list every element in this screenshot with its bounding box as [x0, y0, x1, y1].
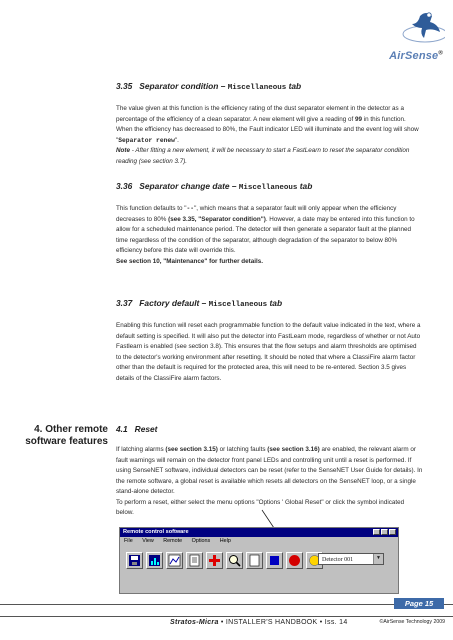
bullet: • — [319, 619, 323, 626]
copyright: ©AirSense Technology 2009 — [379, 619, 445, 625]
note-label: Note — [116, 147, 130, 154]
history-chart-icon — [167, 553, 182, 568]
note-text: - After fitting a new element, it will be necessary to start a FastLearn to reset the separator condition reading (see section 3.7). — [116, 147, 410, 165]
section-reference: (see 3.35, "Separator condition") — [168, 215, 266, 223]
search-button[interactable] — [226, 552, 243, 569]
text: ", which means that a separator fault will only appear when the efficiency decreases to 80% — [116, 205, 397, 223]
menu-options[interactable]: Options — [191, 538, 211, 544]
blank-page-button[interactable] — [246, 552, 263, 569]
toolbar — [126, 550, 323, 570]
section-title: Reset — [134, 424, 158, 434]
text: or latching faults — [217, 446, 268, 453]
section-title: Separator change date – — [139, 181, 237, 191]
tab-name: Miscellaneous — [227, 84, 287, 92]
minimize-icon[interactable] — [373, 529, 380, 535]
close-icon[interactable] — [389, 529, 396, 535]
maximize-icon[interactable] — [381, 529, 388, 535]
bar-graph-button[interactable] — [146, 552, 163, 569]
document-list-icon — [187, 553, 202, 568]
chapter-heading-line: software features — [25, 436, 108, 447]
text: ". — [174, 136, 179, 144]
window-title: Remote control software — [123, 529, 189, 535]
paragraph: Enabling this function will reset each programmable function to the default value indicated in the text, where a default setting is specified. It will also put the detector into FastLearn mode, regardless of whether or not Auto Fastlearn is enabled (see section 3.8). This ensures that the flow setups and alarm thresholds are optimised to the detector's working environment after resetting. It should be noted that where a ClassiFire alarm factor other than the default is required for the protected area, this will need to be re-entered. Section 3.5 gives details of the ClassiFire alarm factors. — [116, 322, 421, 382]
menu-help[interactable]: Help — [219, 538, 231, 544]
menu-remote[interactable]: Remote — [163, 538, 183, 544]
tab-name: Miscellaneous — [238, 184, 298, 192]
chevron-down-icon[interactable]: ▼ — [373, 554, 383, 564]
tab-suffix: tab — [269, 298, 283, 308]
magnifier-icon — [227, 553, 242, 568]
brand-text: AirSense — [389, 50, 439, 62]
maintenance-reference: See section 10, "Maintenance" for further details. — [116, 257, 263, 265]
reg-mark: ® — [438, 50, 443, 57]
menu-view[interactable]: View — [142, 538, 154, 544]
product-name: Stratos-Micra — [170, 619, 219, 626]
paragraph: To perform a reset, either select the menu options "Options ' Global Reset" or click the symbol indicated below. — [116, 498, 405, 516]
remote-software-screenshot — [119, 527, 399, 594]
efficiency-value: 99 — [354, 115, 362, 123]
section-number: 3.35 — [116, 81, 133, 91]
section-title: Factory default – — [139, 298, 207, 308]
tab-name: Miscellaneous — [208, 301, 268, 309]
section-number: 4.1 — [116, 424, 128, 434]
blue-square-icon — [267, 553, 282, 568]
section-title: Separator condition – — [139, 81, 226, 91]
footer-title — [170, 619, 348, 626]
section-number: 3.37 — [116, 298, 133, 308]
global-reset-button[interactable] — [286, 552, 303, 569]
detector-select-value: Detector 001 — [322, 557, 354, 563]
event-log-button[interactable] — [186, 552, 203, 569]
footer-rule — [0, 616, 453, 617]
chapter-heading-line: 4. Other remote — [34, 424, 108, 435]
tab-suffix: tab — [288, 81, 302, 91]
text: . However, a date may be entered into this function to allow for a scheduled maintenance period. The detector will then generate a separator fault at the planned time regardless of the condition of the separator, although degradation of the separator to below 80% efficiency before this date will override this. — [116, 215, 415, 254]
bar-graph-icon — [147, 553, 162, 568]
default-value: -- — [186, 205, 195, 212]
stop-button[interactable] — [266, 552, 283, 569]
red-reset-circle-icon — [287, 553, 302, 568]
issue-number: Iss. 14 — [324, 619, 348, 626]
text: in this function. When the efficiency has decreased to 80%, the Fault indicator LED will illuminate and the event log will show " — [116, 115, 419, 144]
add-detector-button[interactable] — [206, 552, 223, 569]
detector-select[interactable] — [318, 553, 384, 565]
red-plus-icon — [207, 553, 222, 568]
section-reference: (see section 3.15) — [165, 446, 218, 453]
save-button[interactable] — [126, 552, 143, 569]
page-number: Page 15 — [394, 598, 444, 609]
text: The value given at this function is the efficiency rating of the dust separator element in the detector as a percentage of the efficiency of a clean separator. A new element will give a reading of — [116, 105, 404, 123]
window-title-bar — [120, 528, 398, 537]
section-reference: (see section 3.16) — [267, 446, 320, 453]
bullet: • — [220, 619, 224, 626]
text: This function defaults to " — [116, 205, 187, 212]
text: are enabled, the relevant alarm or fault warnings will remain on the detector front panel LEDs and controlling unit until a reset is performed. If using SenseNET software, individual detectors can be reset (refer to the SenseNET User Guide for details). In the remote software, a global reset is available which resets all detectors on the SenseNET loop, or a single stand-alone detector. — [116, 446, 423, 495]
floppy-disk-icon — [127, 553, 142, 568]
menu-file[interactable]: File — [124, 538, 133, 544]
text: If latching alarms — [116, 446, 166, 453]
menu-bar — [120, 537, 398, 545]
event-log-text: Separator renew — [118, 136, 175, 144]
blank-page-icon — [247, 553, 262, 568]
handbook-title: INSTALLER'S HANDBOOK — [225, 619, 318, 626]
footer-divider — [0, 604, 453, 605]
window-buttons — [373, 529, 396, 535]
section-number: 3.36 — [116, 181, 133, 191]
tab-suffix: tab — [299, 181, 313, 191]
history-chart-button[interactable] — [166, 552, 183, 569]
